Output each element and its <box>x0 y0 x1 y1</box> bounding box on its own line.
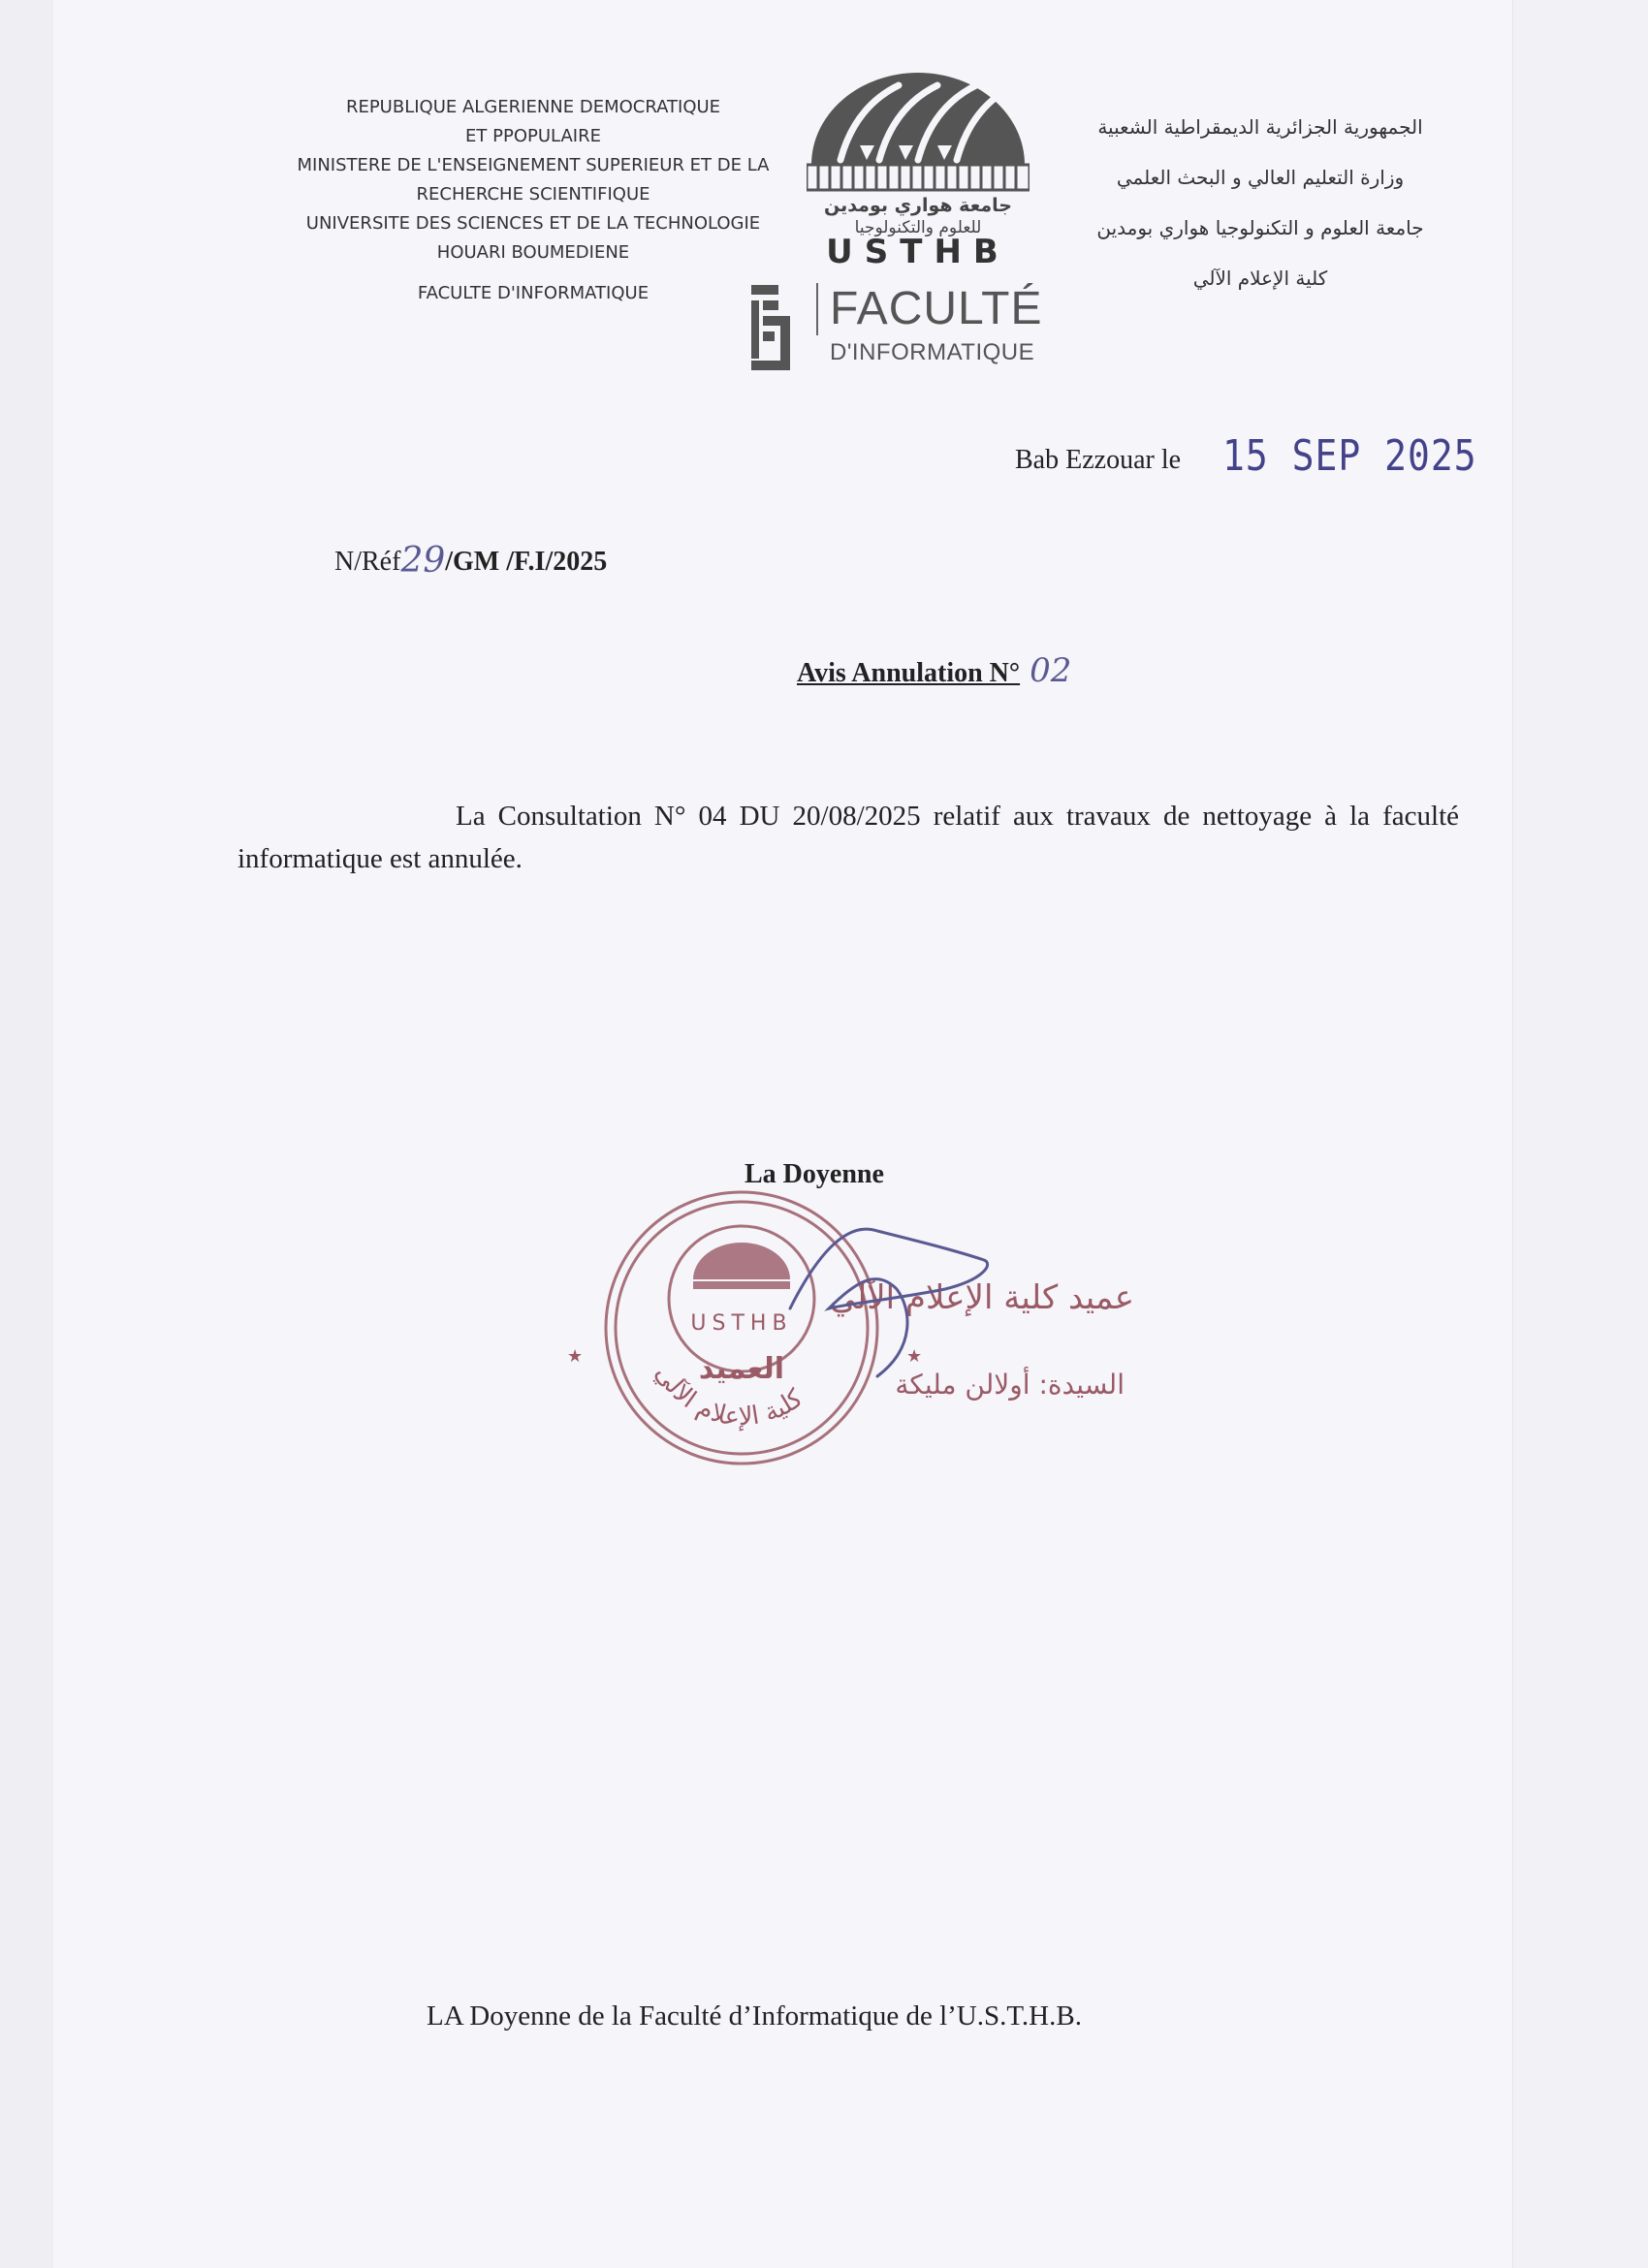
header-fr-line: REPUBLIQUE ALGERIENNE DEMOCRATIQUE <box>345 97 721 117</box>
star-icon: ★ <box>567 1346 584 1366</box>
header-ar-line: كلية الإعلام الآلي <box>1192 267 1328 290</box>
header-fr-line: ET PPOPULAIRE <box>465 126 601 146</box>
date-label: Bab Ezzouar le <box>1015 445 1182 475</box>
faculty-name: FACULTÉ <box>816 283 1042 335</box>
body-paragraph: La Consultation N° 04 DU 20/08/2025 relatif aux travaux de nettoyage à la faculté informatique est annulée. <box>238 801 1459 874</box>
header-ar-line: جامعة العلوم و التكنولوجيا هواري بومدين <box>1096 216 1424 239</box>
title-text: Avis Annulation N° <box>797 658 1021 688</box>
stamp-center-text: العميد <box>698 1352 785 1386</box>
reference-prefix: N/Réf <box>334 547 401 577</box>
usthb-wordmark: USTHB <box>826 233 1010 271</box>
header-ar-line: وزارة التعليم العالي و البحث العلمي <box>1116 166 1405 189</box>
logo-arabic-line: جامعة هواري بومدين <box>823 195 1013 216</box>
header-fr-line: UNIVERSITE DES SCIENCES ET DE LA TECHNOLOGIE <box>305 213 761 234</box>
faculty-logo-icon <box>751 285 790 370</box>
footer-signature-line: LA Doyenne de la Faculté d’Informatique de l’U.S.T.H.B. <box>427 2000 1082 2032</box>
reference-number <box>334 541 607 581</box>
reference-suffix: /GM /F.I/2025 <box>445 547 608 577</box>
signature-title: La Doyenne <box>745 1159 884 1189</box>
title-handwritten-number: 02 <box>1030 651 1072 690</box>
official-stamp-and-signature <box>528 1163 1197 1483</box>
header-fr-line: RECHERCHE SCIENTIFIQUE <box>416 184 650 205</box>
header-arabic <box>1052 102 1469 303</box>
document-title <box>797 651 1071 690</box>
stamp-ring-textpath: كلية الإعلام الآلي <box>649 1360 809 1433</box>
header-fr-line: HOUARI BOUMEDIENE <box>436 242 630 263</box>
signature-name-line2: السيدة: أولالن مليكة <box>895 1369 1125 1401</box>
header-french <box>262 93 805 308</box>
header-fr-line: FACULTE D'INFORMATIQUE <box>417 283 650 303</box>
signature-name-line1: عميد كلية الإعلام الآلي <box>829 1278 1134 1317</box>
scan-left-margin <box>0 0 53 2268</box>
reference-handwritten-number: 29 <box>400 541 446 581</box>
logo-arabic-line: للعلوم والتكنولوجيا <box>854 218 982 237</box>
header-fr-line: MINISTERE DE L'ENSEIGNEMENT SUPERIEUR ET DE LA <box>297 155 770 175</box>
date-stamp: 15 SEP 2025 <box>1222 430 1477 481</box>
header-ar-line: الجمهورية الجزائرية الديمقراطية الشعبية <box>1097 115 1423 139</box>
stamp-usthb-text: USTHB <box>690 1311 793 1336</box>
star-icon: ★ <box>906 1346 923 1366</box>
faculty-subtitle: D'INFORMATIQUE <box>830 339 1035 365</box>
date-line <box>1015 430 1477 481</box>
scan-right-margin <box>1512 0 1648 2268</box>
